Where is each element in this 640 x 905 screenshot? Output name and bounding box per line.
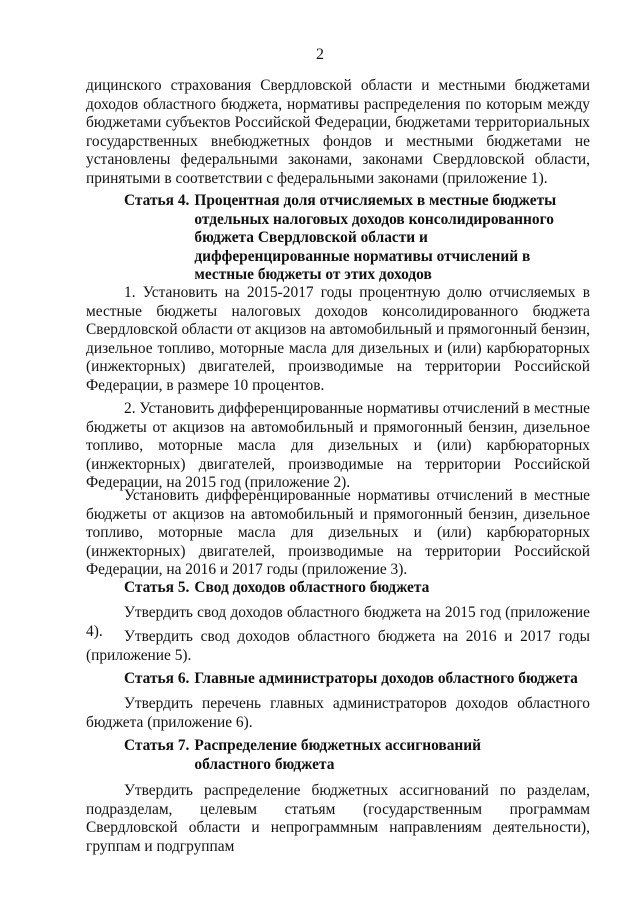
article-6-title: Главные администраторы доходов областного бюджета bbox=[194, 670, 578, 687]
article-4-paragraph-2: 2. Установить дифференцированные нормативы отчислений в местные бюджеты от акцизов на автомобильный и прямогонный бензин, дизельное топливо, моторные масла для дизельных и (или) карбюраторных (инжекторных) двигателей, производимые на территории Российской Федерации, на 2015 год (приложение 2). bbox=[86, 400, 590, 492]
page-number: 2 bbox=[316, 46, 324, 63]
article-7-paragraph-1: Утвердить распределение бюджетных ассигнований по разделам, подразделам, целевым статьям (государственным программам Свердловской области и непрограммным направлениям деятельности), группам и подгруппам bbox=[86, 782, 590, 855]
intro-paragraph: дицинского страхования Свердловской области и местными бюджетами доходов областного бюджета, нормативы распределения по которым между бюджетами субъектов Российской Федерации, бюджетами территориальных государственных внебюджетных фондов и местными бюджетами не установлены федеральными законами, законами Свердловской области, принятыми в соответствии с федеральными законами (приложение 1). bbox=[86, 77, 590, 187]
article-5-paragraph-1: Утвердить свод доходов областного бюджета на 2015 год (приложение 4). bbox=[86, 604, 590, 640]
article-7-title: Распределение бюджетных ассигнований областного бюджета bbox=[194, 737, 481, 773]
article-4-paragraph-3: Установить дифференцированные нормативы отчислений в местные бюджеты от акцизов на автомобильный и прямогонный бензин, дизельное топливо, моторные масла для дизельных и (или) карбюраторных (инжекторных) двигателей, производимые на территории Российской Федерации, на 2016 и 2017 годы (приложение 3). bbox=[86, 487, 590, 579]
article-4-paragraph-1: 1. Установить на 2015-2017 годы процентную долю отчисляемых в местные бюджеты налоговых доходов консолидированного бюджета Свердловской области от акцизов на автомобильный и прямогонный бензин, дизельное топливо, моторные масла для дизельных и (или) карбюраторных (инжекторных) двигателей, производимые на территории Российской Федерации, в размере 10 процентов. bbox=[86, 284, 590, 394]
article-4-title: Процентная доля отчисляемых в местные бюджеты отдельных налоговых доходов консолидированного бюджета Свердловской области и дифференцированные нормативы отчислений в местные бюджеты от этих доходов bbox=[194, 192, 557, 284]
article-5-label: Статья 5. bbox=[124, 579, 190, 596]
article-6-heading bbox=[86, 670, 590, 689]
article-6-paragraph-1: Утвердить перечень главных администраторов доходов областного бюджета (приложение 6). bbox=[86, 695, 590, 731]
article-5-title: Свод доходов областного бюджета bbox=[194, 579, 430, 596]
article-4-heading bbox=[86, 192, 590, 285]
article-5-heading bbox=[86, 579, 590, 598]
article-7-heading bbox=[86, 737, 590, 774]
article-7-label: Статья 7. bbox=[124, 737, 190, 754]
article-5-paragraph-2: Утвердить свод доходов областного бюджета на 2016 и 2017 годы (приложение 5). bbox=[86, 628, 590, 664]
article-6-label: Статья 6. bbox=[124, 670, 190, 687]
article-4-label: Статья 4. bbox=[124, 192, 190, 209]
